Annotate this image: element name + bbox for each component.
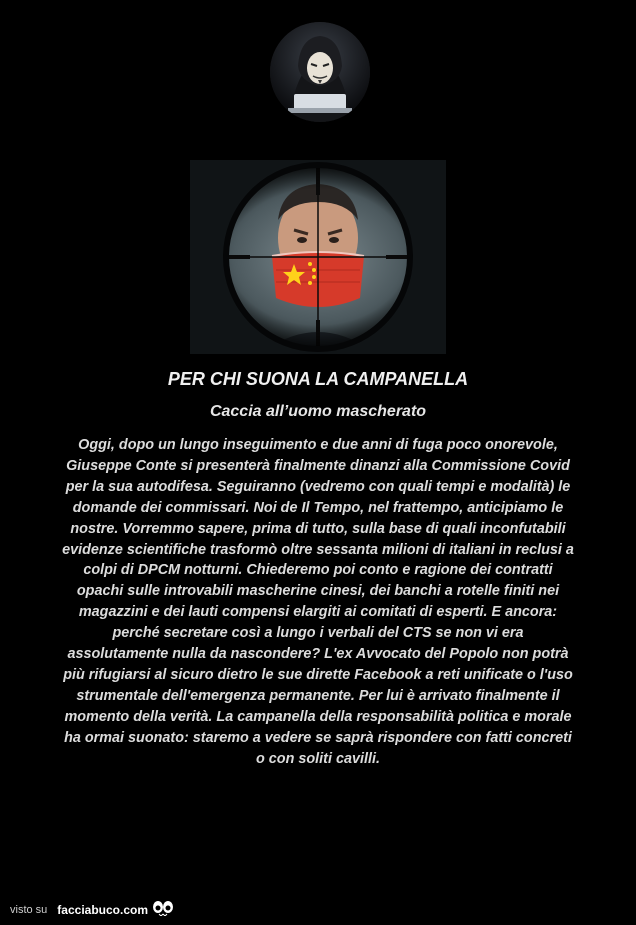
hacker-avatar — [270, 22, 370, 122]
watermark-footer — [10, 901, 174, 919]
subheadline: Caccia all’uomo mascherato — [209, 403, 427, 420]
visto-su-label: visto su — [10, 904, 48, 916]
hacker-avatar-icon — [270, 22, 370, 122]
scope-image — [190, 160, 446, 354]
article-body: Oggi, dopo un lungo inseguimento e due anni di fuga poco onorevole, Giuseppe Conte si presenterà finalmente dinanzi alla Commissione Covid per la sua autodifesa. Seguiranno (vedremo con quali tempi e modalità) le domande dei commissari. Noi de Il Tempo, nel frattempo, anticipiamo le nostre. Vorremmo sapere, prima di tutto, sulla base di quali inconfutabili evidenze scientifiche trasformò oltre sessanta milioni di italiani in reclusi a colpi di DPCM notturni. Chiederemo poi conto e ragione dei contratti opachi sulle introvabili mascherine cinesi, dei banchi a rotelle finiti nei magazzini e dei lauti compensi elargiti ai comitati di esperti. E ancora: perché secretare così a lungo i verbali del CTS se non vi era assolutamente nulla da nascondere? L'ex Avvocato del Popolo non potrà più rifugiarsi al sicuro dietro le sue dirette Facebook a reti unificate o l'uso strumentale dell'emergenza permanente. Per lui è arrivato finalmente il momento della verità. La campanella della responsabilità politica e morale ha ormai suonato: staremo a vedere se saprà rispondere con fatti concreti o con soliti cavilli. — [62, 437, 574, 767]
eyes-icon — [152, 900, 174, 921]
scope-crosshair-graphic — [190, 160, 446, 354]
headline: PER CHI SUONA LA CAMPANELLA — [167, 369, 469, 389]
facciabuco-brand[interactable]: facciabuco.com — [57, 903, 148, 917]
